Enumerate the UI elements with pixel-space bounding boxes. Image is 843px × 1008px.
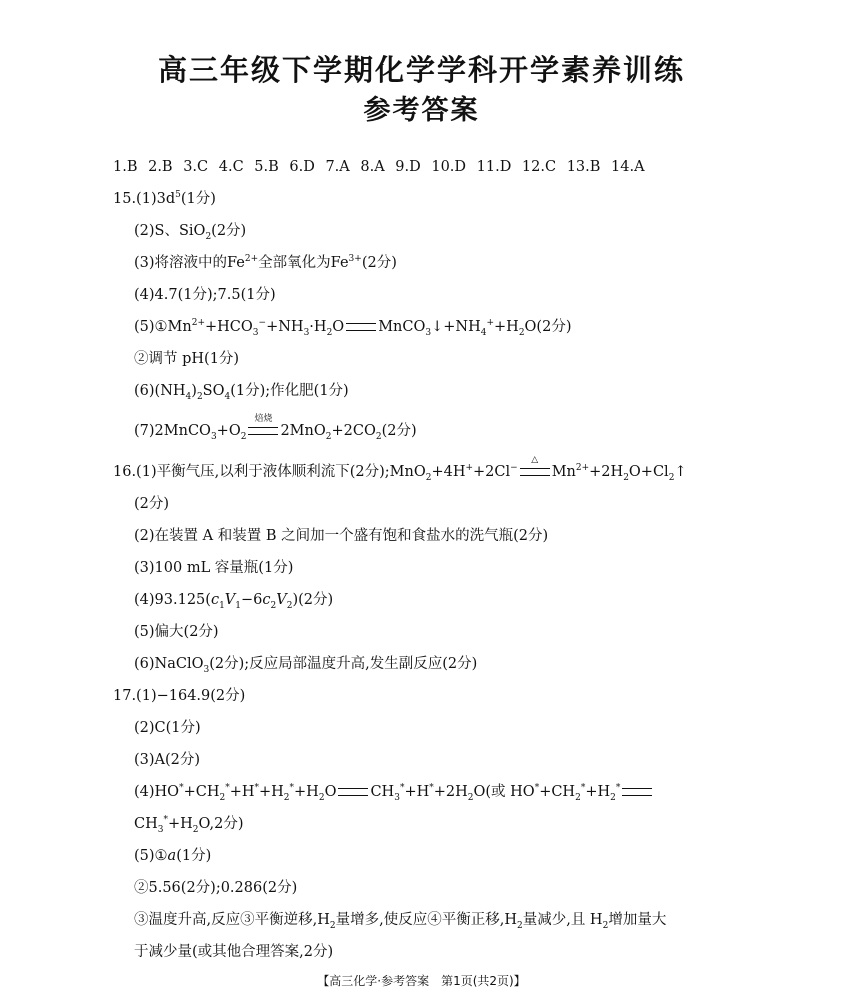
equals-sign xyxy=(338,788,368,796)
q17-line-6: (5)①a(1分) xyxy=(134,848,212,864)
q17-line-4: $(4)HO^*+CH_2^*+H^*+H_2^*+H_2O$ $CH_3^*+H^*+2H_2O$(或 $HO^*+CH_2^*+H_2^*$ xyxy=(134,782,654,802)
q15-line-7: $(6)(NH_4)_2SO_4(1$分);作化肥(1分) xyxy=(134,383,349,402)
mc-answers: 1.B 2.B 3.C 4.C 5.B 6.D 7.A 8.A 9.D 10.D 11.D 12.C 13.B 14.A xyxy=(113,159,645,175)
q16-line-2: (2分) xyxy=(134,496,170,512)
page-subtitle: 参考答案 xyxy=(363,95,480,126)
equals-sign xyxy=(346,323,376,331)
q17-line-8: ③温度升高,反应③平衡逆移$,H_2$量增多,使反应④平衡正移$,H_2$量减少,且 $H_2$增加量大 xyxy=(134,912,667,931)
q16-line-6: (5)偏大(2分) xyxy=(134,624,219,640)
q15-line-1: $15.(1)3d^5(1$分) xyxy=(113,190,216,207)
q16-line-4: (3)100 mL 容量瓶(1分) xyxy=(134,560,294,576)
q16-line-3: (2)在装置 A 和装置 B 之间加一个盛有饱和食盐水的洗气瓶(2分) xyxy=(134,528,549,544)
q15-line-6: ②调节 pH(1分) xyxy=(134,351,240,367)
q16-line-1: 16.(1)平衡气压,以利于液体顺利流下(2分);MnO$_2$+4H++2Cl− △ $Mn^{2+}+2H_2O+Cl_2↑$ xyxy=(113,455,687,483)
page-footer: 【高三化学·参考答案 第1页(共2页)】 xyxy=(317,974,526,988)
equals-sign xyxy=(622,788,652,796)
q16-line-7: (6)NaClO$_3$(2分);反应局部温度升高,发生副反应(2分) xyxy=(134,656,478,675)
equals-sign-heat: △ xyxy=(520,468,550,476)
q17-line-7: ②5.56(2分);0.286(2分) xyxy=(134,880,298,896)
q17-line-5: $CH_3^*+H_2O,2$分) xyxy=(134,815,244,835)
q17-line-3: (3)A(2分) xyxy=(134,752,201,768)
q15-line-3: (3)将溶液中的$Fe^{2+}$全部氧化为$Fe^{3+}(2$分) xyxy=(134,254,397,271)
q17-line-1: 17.(1)−164.9(2分) xyxy=(113,688,246,704)
q15-line-4: (4)4.7(1分);7.5(1分) xyxy=(134,287,276,303)
equals-sign-condition: 焙烧 xyxy=(248,427,278,435)
q15-line-5: $(5)①Mn^{2+}+HCO_3^-+NH_3\cdot H_2O$ $MnCO_3↓+NH_4^++H_2O(2$分) xyxy=(134,318,572,338)
page-title: 高三年级下学期化学学科开学素养训练 xyxy=(157,53,685,87)
q15-line-8: $(7)2MnCO_3+O_2$ 焙烧 $2MnO_2+2CO_2(2$分) xyxy=(134,414,417,442)
q17-line-9: 于减少量(或其他合理答案,2分) xyxy=(134,944,334,960)
q17-line-2: (2)C(1分) xyxy=(134,720,201,736)
q16-line-5: $(4)93.125(c_1V_1-6c_2V_2)(2$分) xyxy=(134,592,334,611)
q15-line-2: (2)S、SiO$_2$(2分) xyxy=(134,223,247,242)
